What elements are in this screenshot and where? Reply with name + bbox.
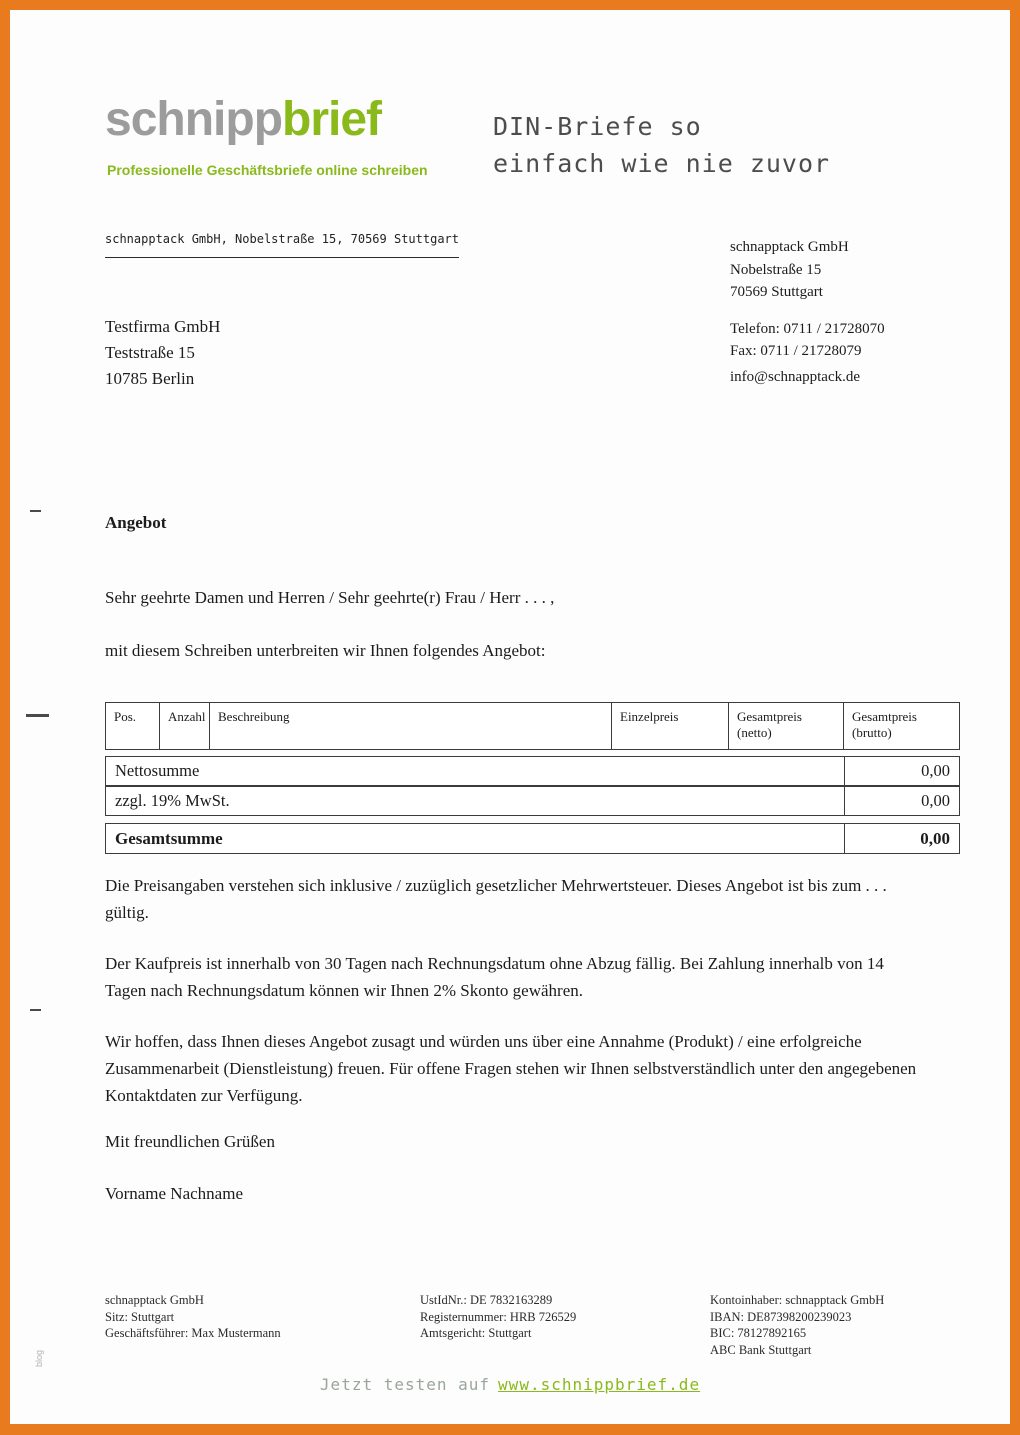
column-header-pos [106,703,160,749]
footer-line: Kontoinhaber: schnapptack GmbH [710,1293,885,1307]
footer-company-column [105,1292,281,1342]
footer-line: BIC: 78127892165 [710,1326,807,1340]
column-header-gesamtpreis-netto [729,703,844,749]
side-watermark-label: blog [34,1350,44,1368]
cta-text: Jetzt testen auf [319,1375,491,1394]
table-row-gesamtsumme [105,823,960,854]
letter-subject: Angebot [105,513,167,532]
column-header-sub: (netto) [737,725,772,740]
column-header-label: Pos. [114,709,137,724]
brand-logo-part1: schnipp [105,93,283,146]
brand-logo [105,94,381,147]
offer-table-header [105,702,960,750]
header-slogan-line2: einfach wie nie zuvor [493,149,831,178]
sender-return-address: schnapptack GmbH, Nobelstraße 15, 70569 Stuttgart [105,232,459,258]
brand-logo-part2: brief [282,93,382,146]
contact-city: 70569 Stuttgart [730,284,823,300]
letter-sheet [10,10,1010,1424]
fold-mark-middle [26,714,49,717]
recipient-city: 10785 Berlin [105,369,195,388]
letter-salutation: Sehr geehrte Damen und Herren / Sehr geehrte(r) Frau / Herr . . . , [105,588,555,607]
footer-line: UstIdNr.: DE 7832163289 [420,1293,553,1307]
column-header-beschreibung [210,703,612,749]
fold-mark-bottom [30,1009,41,1011]
summary-value: 0,00 [844,757,959,785]
column-header-label: Gesamtpreis [852,709,917,724]
column-header-label: Beschreibung [218,709,290,724]
footer-line: Amtsgericht: Stuttgart [420,1326,532,1340]
summary-label: zzgl. 19% MwSt. [115,791,230,810]
footer-line: ABC Bank Stuttgart [710,1342,812,1357]
footer-line: Registernummer: HRB 726529 [420,1309,577,1324]
column-header-label: Einzelpreis [620,709,679,724]
contact-fax: Fax: 0711 / 21728079 [730,343,862,359]
footer-line: IBAN: DE87398200239023 [710,1309,852,1324]
recipient-address [105,314,220,392]
letter-signature: Vorname Nachname [105,1184,243,1203]
table-row-nettosumme [105,756,960,786]
footer-line: Sitz: Stuttgart [105,1309,175,1324]
footer-bank-column [710,1292,884,1358]
column-header-anzahl [160,703,210,749]
letter-paragraph-hope: Wir hoffen, dass Ihnen dieses Angebot zusagt und würden uns über eine Annahme (Produkt) / eine erfolgreiche Zusammenarbeit (Dienstleistung) freuen. Für offene Fragen stehen wir Ihnen selbstverständlich unter den angegebenen Kontaktdaten zur Verfügung. [105,1032,917,1105]
letter-paragraph-prices: Die Preisangaben verstehen sich inklusive / zuzüglich gesetzlicher Mehrwertsteuer. Dieses Angebot ist bis zum . . . gültig. [105,876,887,922]
column-header-sub: (brutto) [852,725,892,740]
bottom-cta [10,1375,1010,1394]
summary-value: 0,00 [844,824,959,853]
header-slogan-line1: DIN-Briefe so [493,112,702,141]
recipient-street: Teststraße 15 [105,343,195,362]
recipient-company: Testfirma GmbH [105,317,221,336]
sender-contact-block [730,236,885,388]
summary-label: Gesamtsumme [115,828,223,848]
column-header-einzelpreis [612,703,729,749]
letter-paragraph-payment: Der Kaufpreis ist innerhalb von 30 Tagen nach Rechnungsdatum ohne Abzug fällig. Bei Zahlung innerhalb von 14 Tagen nach Rechnungsdatum können wir Ihnen 2% Skonto gewähren. [105,954,884,1000]
footer-line: Geschäftsführer: Max Mustermann [105,1326,281,1340]
summary-label: Nettosumme [115,761,200,780]
contact-phone: Telefon: 0711 / 21728070 [730,320,885,337]
contact-company: schnapptack GmbH [730,239,849,255]
column-header-gesamtpreis-brutto [844,703,959,749]
summary-value: 0,00 [844,787,959,815]
footer-line: schnapptack GmbH [105,1293,204,1307]
fold-mark-top [30,510,41,512]
contact-street: Nobelstraße 15 [730,261,822,278]
letter-closing: Mit freundlichen Grüßen [105,1132,275,1151]
column-header-label: Anzahl [168,709,206,724]
table-row-mwst [105,786,960,816]
header-slogan [493,108,830,182]
brand-tagline: Professionelle Geschäftsbriefe online schreiben [107,162,428,178]
footer-registry-column [420,1292,576,1342]
cta-website-link[interactable]: www.schnippbrief.de [498,1375,701,1394]
column-header-label: Gesamtpreis [737,709,802,724]
contact-email-link[interactable]: info@schnapptack.de [730,368,861,385]
letter-intro: mit diesem Schreiben unterbreiten wir Ihnen folgendes Angebot: [105,641,546,660]
